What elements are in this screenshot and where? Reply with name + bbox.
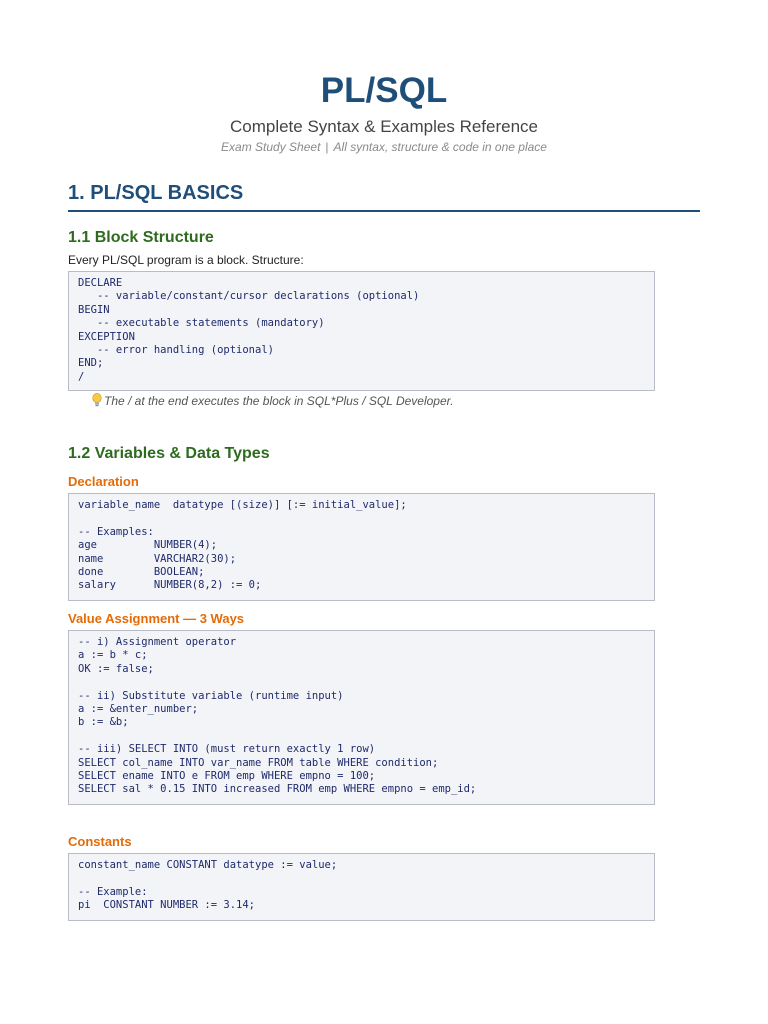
page-title: PL/SQL [320,71,448,110]
page-subtitle: Complete Syntax & Examples Reference [229,117,539,136]
code-block-value-assignment: -- i) Assignment operator a := b * c; OK := false; -- ii) Substitute variable (runtime input) a := &enter_number; b := &b; -- iii) SELECT INTO (must return exactly 1 row) SELECT col_name INTO var_name FROM table WHERE condition; SELECT ename INTO e FROM emp WHERE empno = 100; SELECT sal * 0.15 INTO increased FROM emp WHERE empno = emp_id; [68,630,655,805]
subsection-heading-block-structure: 1.1 Block Structure [68,229,214,246]
page-tagline [0,140,768,155]
lightbulb-icon [92,393,102,407]
heading-constants: Constants [68,834,132,849]
block-structure-intro: Every PL/SQL program is a block. Structure: [68,253,304,267]
section-heading-basics: 1. PL/SQL BASICS [68,180,700,212]
block-structure-note [92,393,454,409]
heading-value-assignment: Value Assignment — 3 Ways [68,611,245,626]
heading-declaration: Declaration [68,474,139,489]
subsection-heading-variables: 1.2 Variables & Data Types [68,445,270,462]
note-text: The / at the end executes the block in SQL*Plus / SQL Developer. [104,394,454,408]
tagline-separator: | [325,140,329,154]
code-block-declaration: variable_name datatype [(size)] [:= initial_value]; -- Examples: age NUMBER(4); name VARCHAR2(30); done BOOLEAN; salary NUMBER(8,2) := 0; [68,493,655,601]
code-block-structure: DECLARE -- variable/constant/cursor declarations (optional) BEGIN -- executable statements (mandatory) EXCEPTION -- error handling (optional) END; / [68,271,655,391]
tagline-right: All syntax, structure & code in one place [333,140,547,154]
tagline-left: Exam Study Sheet [221,140,321,154]
code-block-constants: constant_name CONSTANT datatype := value; -- Example: pi CONSTANT NUMBER := 3.14; [68,853,655,921]
